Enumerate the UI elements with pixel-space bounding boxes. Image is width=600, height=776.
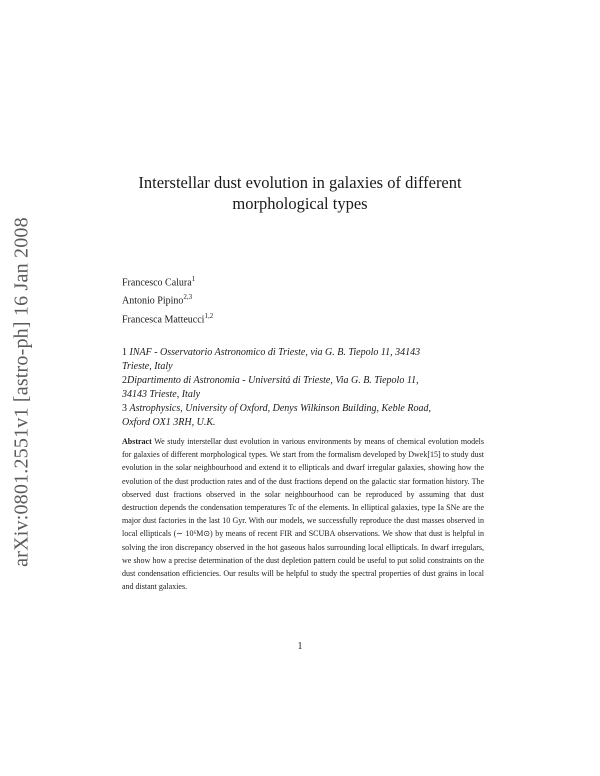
author-list bbox=[122, 272, 213, 327]
page-number: 1 bbox=[297, 641, 303, 652]
abstract bbox=[122, 435, 484, 593]
title-line-1: Interstellar dust evolution in galaxies of different bbox=[138, 173, 462, 192]
abstract-heading: Abstract bbox=[122, 437, 152, 446]
affiliation-line: 2Dipartimento di Astronomia - Universitá di Trieste, Via G. B. Tiepolo 11, bbox=[122, 375, 419, 386]
author-affiliation-mark: 1 bbox=[191, 275, 196, 283]
author: Francesco Calura$^1$ bbox=[122, 275, 196, 289]
author-affiliation-mark: 1,2 bbox=[204, 311, 214, 320]
affiliation-line: 34143 Trieste, Italy bbox=[122, 389, 201, 400]
author: Antonio Pipino$^{2,3}$ bbox=[122, 293, 193, 307]
abstract-text: We study interstellar dust evolution in various environments by means of chemical evolution models for galaxies of different morphological types. We start from the formalism developed by Dwek[15] to study dust evolution in the solar neighbourhood and extend it to ellipticals and dwarf irregular galaxies, showing how the evolution of the dust production rates and of the dust fractions depend on the galactic star formation history. The observed dust fractions observed in the solar neighbourhood can be reproduced by assuming that dust destruction depends the condensation temperatures Tc of the elements. In elliptical galaxies, type Ia SNe are the major dust factories in the last 10 Gyr. With our models, we successfully reproduce the dust masses observed in local ellipticals (∼ 10⁶M⊙) by means of recent FIR and SCUBA observations. We show that dust is helpful in solving the iron discrepancy observed in the hot gaseous halos surrounding local ellipticals. In dwarf irregulars, we show how a precise determination of the dust depletion pattern could be useful to put solid constraints on the dust condensation efficiencies. Our results will be helpful to study the spectral properties of dust grains in local and distant galaxies. bbox=[122, 437, 485, 592]
affiliation-line: 3 Astrophysics, University of Oxford, Denys Wilkinson Building, Keble Road, bbox=[122, 403, 431, 414]
affiliation-line: Oxford OX1 3RH, U.K. bbox=[122, 417, 216, 428]
paper-title bbox=[110, 172, 490, 214]
title-line-2: morphological types bbox=[232, 194, 368, 213]
affiliation-line: 1 INAF - Osservatorio Astronomico di Trieste, via G. B. Tiepolo 11, 34143 bbox=[122, 347, 421, 358]
author: Francesca Matteucci$^{1,2}$ bbox=[122, 311, 214, 325]
affiliation-list bbox=[122, 346, 482, 430]
author-affiliation-mark: 2,3 bbox=[183, 293, 193, 302]
affiliation-line: Trieste, Italy bbox=[122, 361, 173, 372]
arxiv-identifier-stamp: arXiv:0801.2551v1 [astro-ph] 16 Jan 2008 bbox=[10, 217, 33, 567]
